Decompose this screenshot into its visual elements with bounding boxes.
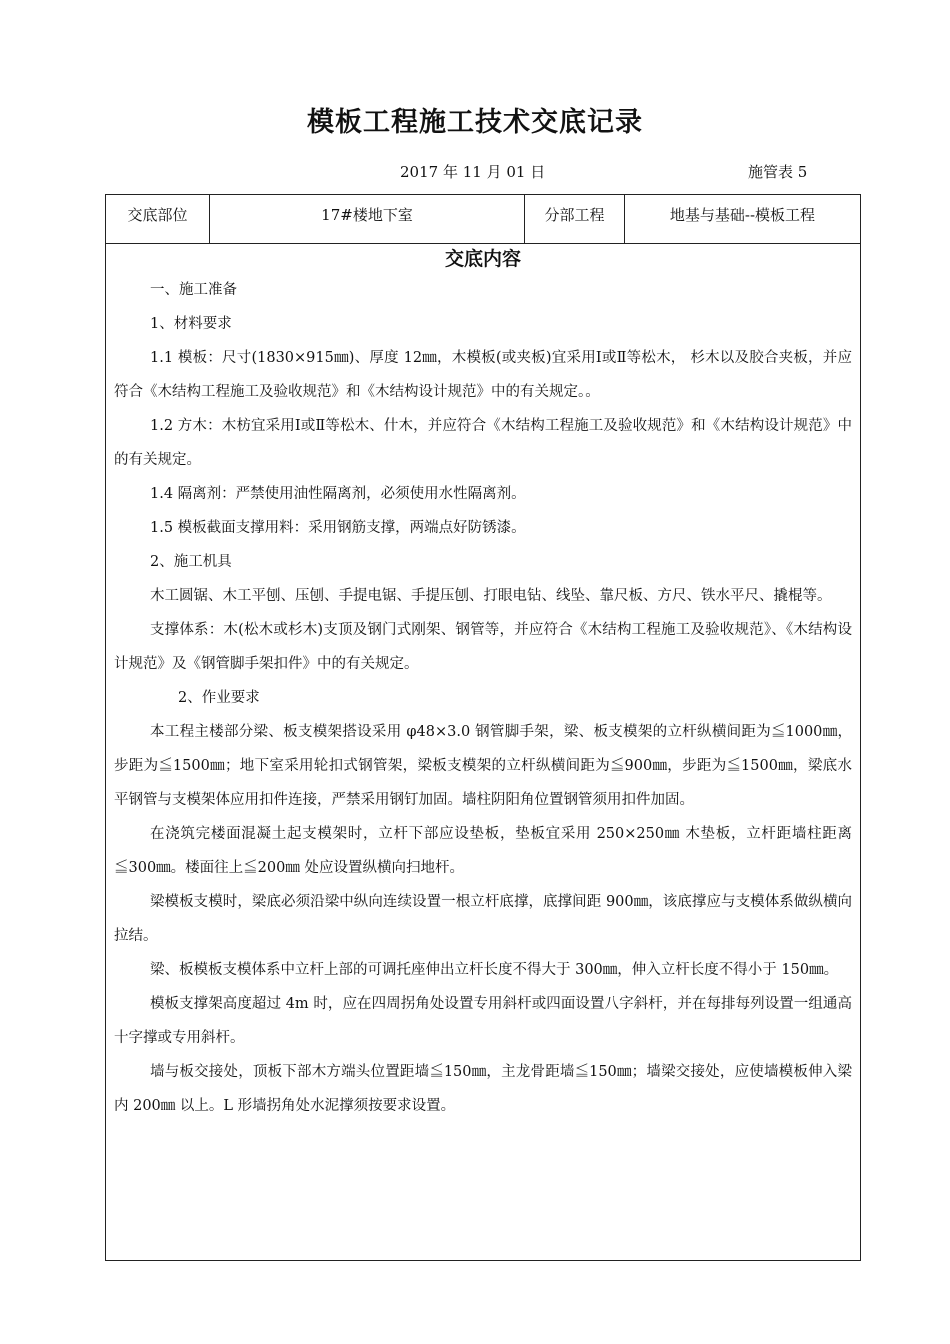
form-code: 施管表 5	[748, 163, 808, 181]
value-sub-project: 地基与基础--模板工程	[669, 206, 816, 224]
paragraph: 梁模板支模时，梁底必须沿梁中纵向连续设置一根立杆底撑，底撑间距 900㎜，该底撑应与支模体系做纵横向拉结。	[114, 894, 852, 944]
document-title: 模板工程施工技术交底记录	[307, 107, 643, 138]
paragraph: 本工程主楼部分梁、板支模架搭设采用 φ48×3.0 钢管脚手架，梁、板支模架的立杆纵横间距为≦1000㎜，步距为≦1500㎜；地下室采用轮扣式钢管架，梁板支模架的立杆纵横间距为≦900㎜，步距为≦1500㎜，梁底水平钢管与支模架体应用扣件连接，严禁采用钢钉加固。墙柱阴阳角位置钢管须用扣件加固。	[114, 724, 852, 808]
paragraph: 在浇筑完楼面混凝土起支模架时，立杆下部应设垫板，垫板宜采用 250×250㎜ 木垫板，立杆距墙柱距离≦300㎜。楼面往上≦200㎜ 处应设置纵横向扫地杆。	[114, 826, 852, 876]
content-section	[106, 243, 860, 1123]
paragraph: 木工圆锯、木工平刨、压刨、手提电锯、手提压刨、打眼电钻、线坠、靠尺板、方尺、铁水平尺、撬棍等。	[150, 588, 832, 604]
paragraph: 墙与板交接处，顶板下部木方端头位置距墙≦150㎜，主龙骨距墙≦150㎜；墙梁交接处，应使墙模板伸入梁内 200㎜ 以上。L 形墙拐角处水泥撑须按要求设置。	[114, 1064, 852, 1114]
content-paragraphs	[106, 273, 860, 1123]
disclosure-table	[105, 194, 861, 1261]
paragraph: 模板支撑架高度超过 4m 时，应在四周拐角处设置专用斜杆或四面设置八字斜杆，并在每排每列设置一组通高十字撑或专用斜杆。	[114, 996, 852, 1046]
paragraph: 一、施工准备	[150, 282, 237, 298]
paragraph: 梁、板模板支模体系中立杆上部的可调托座伸出立杆长度不得大于 300㎜，伸入立杆长度不得小于 150㎜。	[150, 962, 839, 978]
document-date: 2017 年 11 月 01 日	[400, 163, 546, 181]
paragraph: 2、作业要求	[178, 690, 260, 706]
paragraph: 1.5 模板截面支撑用料：采用钢筋支撑，两端点好防锈漆。	[150, 520, 526, 536]
paragraph: 支撑体系：木(松木或杉木)支顶及钢门式刚架、钢管等，并应符合《木结构工程施工及验收规范》、《木结构设计规范》及《钢管脚手架扣件》中的有关规定。	[114, 622, 852, 672]
content-title: 交底内容	[444, 248, 521, 270]
paragraph: 1.1 模板：尺寸(1830×915㎜)、厚度 12㎜，木模板(或夹板)宜采用Ⅰ或Ⅱ等松木， 杉木以及胶合夹板，并应符合《木结构工程施工及验收规范》和《木结构设计规范》中的有关规定。。	[114, 350, 852, 400]
table-header-row	[106, 195, 860, 244]
label-sub-project: 分部工程	[525, 195, 625, 243]
paragraph: 1、材料要求	[150, 316, 232, 332]
paragraph: 1.4 隔离剂：严禁使用油性隔离剂，必须使用水性隔离剂。	[150, 486, 526, 502]
paragraph: 1.2 方木：木枋宜采用Ⅰ或Ⅱ等松木、什木，并应符合《木结构工程施工及验收规范》和《木结构设计规范》中的有关规定。	[114, 418, 852, 468]
label-disclosure-location: 交底部位	[106, 195, 210, 243]
paragraph: 2、施工机具	[150, 554, 232, 570]
value-disclosure-location: 17#楼地下室	[210, 195, 525, 243]
